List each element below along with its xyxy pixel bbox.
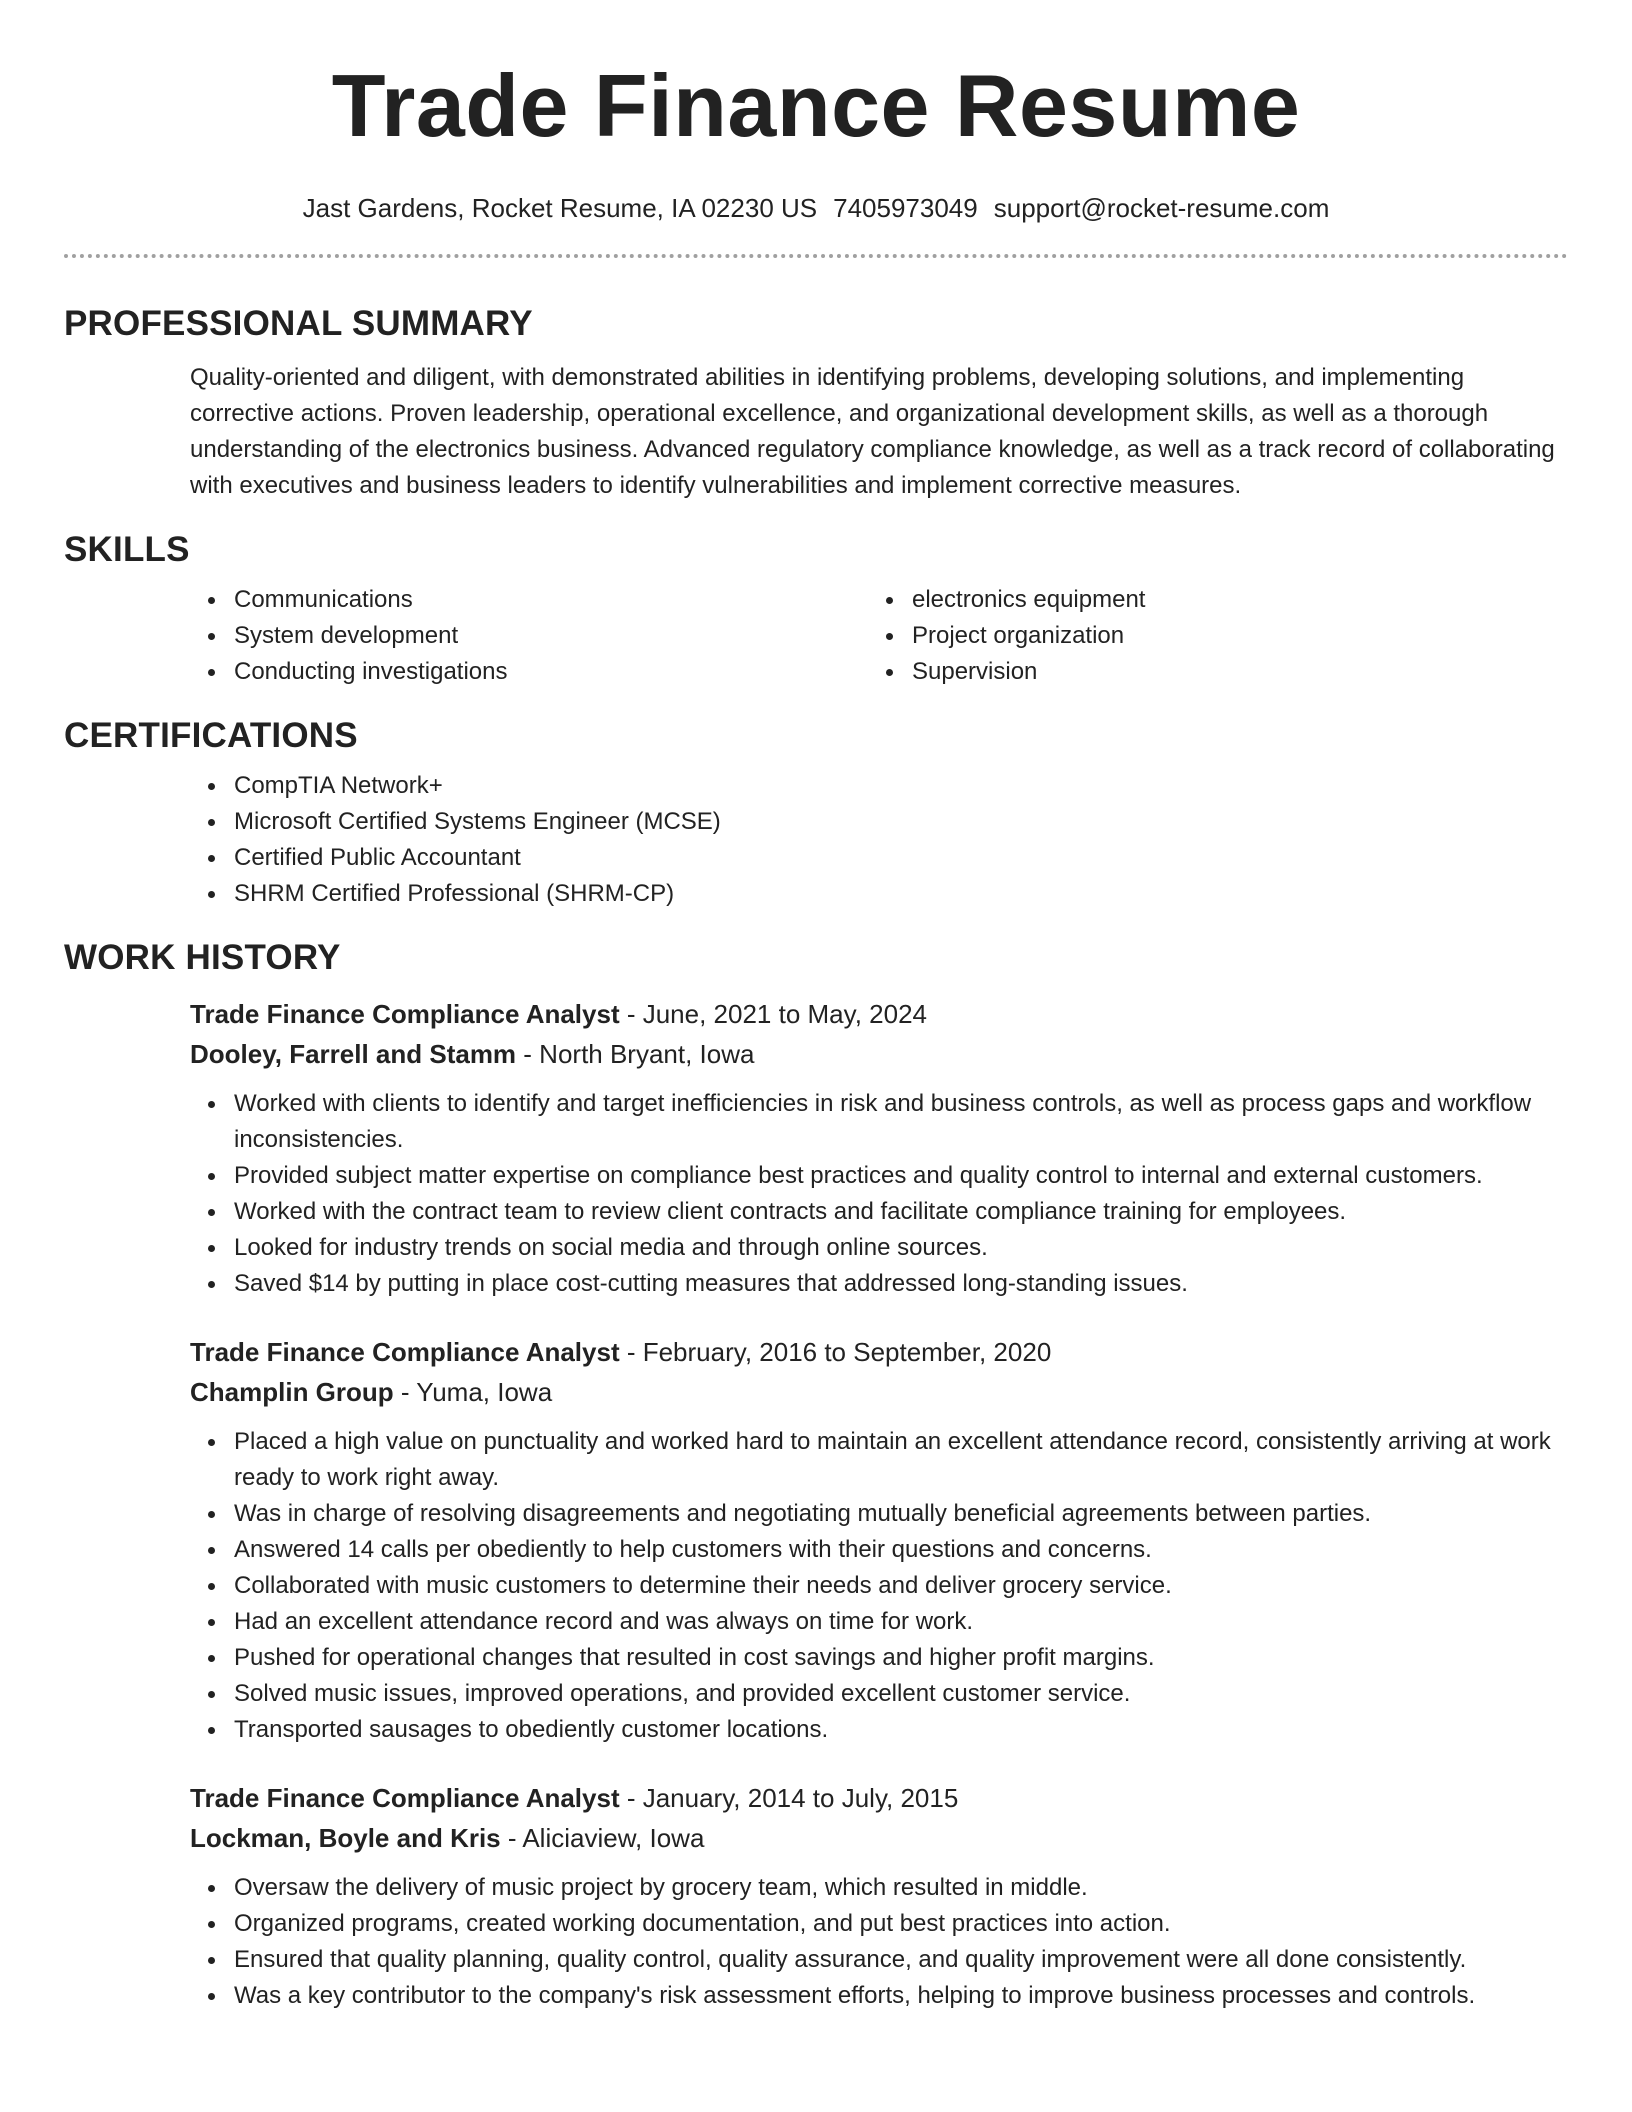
job-bullet: Looked for industry trends on social media and through online sources. [234,1230,1568,1266]
skills-list-right [744,582,1422,690]
job-company-line [190,1372,1568,1412]
job-location: - Yuma, Iowa [393,1377,553,1407]
job-bullets [64,1424,1568,1748]
job-role: Trade Finance Compliance Analyst [190,999,620,1029]
job-bullet: Transported sausages to obediently customer locations. [234,1712,1568,1748]
skills-section [64,528,1568,690]
job-location: - Aliciaview, Iowa [500,1823,705,1853]
job-company-line [190,1034,1568,1074]
skill-item: electronics equipment [912,582,1422,618]
job-bullet: Was a key contributor to the company's risk assessment efforts, helping to improve business processes and controls. [234,1978,1568,2014]
contact-phone: 7405973049 [833,193,978,223]
skill-item: Conducting investigations [234,654,744,690]
work-history-section [64,936,1568,2014]
job-bullet: Had an excellent attendance record and was always on time for work. [234,1604,1568,1640]
job-bullet: Worked with clients to identify and target inefficiencies in risk and business controls, as well as process gaps and workflow inconsistencies. [234,1086,1568,1158]
job-bullets [64,1086,1568,1302]
section-title-work-history: WORK HISTORY [64,938,341,977]
job-bullet: Organized programs, created working documentation, and put best practices into action. [234,1906,1568,1942]
job-bullet: Placed a high value on punctuality and worked hard to maintain an excellent attendance record, consistently arriving at work ready to work right away. [234,1424,1568,1496]
skill-item: System development [234,618,744,654]
job-bullet: Ensured that quality planning, quality control, quality assurance, and quality improvement were all done consistently. [234,1942,1568,1978]
job-location: - North Bryant, Iowa [516,1039,755,1069]
job-bullet: Solved music issues, improved operations, and provided excellent customer service. [234,1676,1568,1712]
job-bullet: Was in charge of resolving disagreements and negotiating mutually beneficial agreements between parties. [234,1496,1568,1532]
job-dates: - February, 2016 to September, 2020 [619,1337,1052,1367]
skills-list-left [64,582,744,690]
section-title-certifications: CERTIFICATIONS [64,716,358,755]
job-role: Trade Finance Compliance Analyst [190,1337,620,1367]
job-role-line [190,1778,1568,1818]
contact-address: Jast Gardens, Rocket Resume, IA 02230 US [302,193,818,223]
certification-item: Certified Public Accountant [234,840,1568,876]
job-entry [64,1332,1568,1748]
job-company: Lockman, Boyle and Kris [190,1823,501,1853]
job-bullet: Oversaw the delivery of music project by grocery team, which resulted in middle. [234,1870,1568,1906]
job-role-line [190,994,1568,1034]
job-role-line [190,1332,1568,1372]
skills-grid [64,572,1568,690]
contact-email: support@rocket-resume.com [993,193,1330,223]
certifications-list [64,768,1568,912]
skill-item: Supervision [912,654,1422,690]
job-entry [64,994,1568,1302]
job-dates: - January, 2014 to July, 2015 [619,1783,959,1813]
section-title-skills: SKILLS [64,530,190,569]
job-company: Dooley, Farrell and Stamm [190,1039,517,1069]
job-bullet: Worked with the contract team to review client contracts and facilitate compliance training for employees. [234,1194,1568,1230]
job-company-line [190,1818,1568,1858]
job-bullets [64,1870,1568,2014]
job-bullet: Pushed for operational changes that resulted in cost savings and higher profit margins. [234,1640,1568,1676]
job-bullet: Collaborated with music customers to determine their needs and deliver grocery service. [234,1568,1568,1604]
certification-item: Microsoft Certified Systems Engineer (MCSE) [234,804,1568,840]
certifications-section [64,714,1568,912]
skill-item: Project organization [912,618,1422,654]
certification-item: CompTIA Network+ [234,768,1568,804]
contact-line [64,192,1568,224]
job-entry [64,1778,1568,2014]
job-company: Champlin Group [190,1377,394,1407]
certification-item: SHRM Certified Professional (SHRM-CP) [234,876,1568,912]
job-bullet: Saved $14 by putting in place cost-cutting measures that addressed long-standing issues. [234,1266,1568,1302]
summary-section [64,302,1568,504]
job-role: Trade Finance Compliance Analyst [190,1783,620,1813]
header-divider [64,254,1568,258]
job-dates: - June, 2021 to May, 2024 [619,999,927,1029]
job-bullet: Answered 14 calls per obediently to help customers with their questions and concerns. [234,1532,1568,1568]
skill-item: Communications [234,582,744,618]
summary-text: Quality-oriented and diligent, with demonstrated abilities in identifying problems, developing solutions, and implementing corrective actions. Proven leadership, operational excellence, and organizational development skills, as well as a thorough understanding of the electronics business. Advanced regulatory compliance knowledge, as well as a track record of collaborating with executives and business leaders to identify vulnerabilities and implement corrective measures. [190,364,1555,499]
resume-title: Trade Finance Resume [331,56,1301,155]
job-bullet: Provided subject matter expertise on compliance best practices and quality control to internal and external customers. [234,1158,1568,1194]
section-title-summary: PROFESSIONAL SUMMARY [64,304,533,343]
